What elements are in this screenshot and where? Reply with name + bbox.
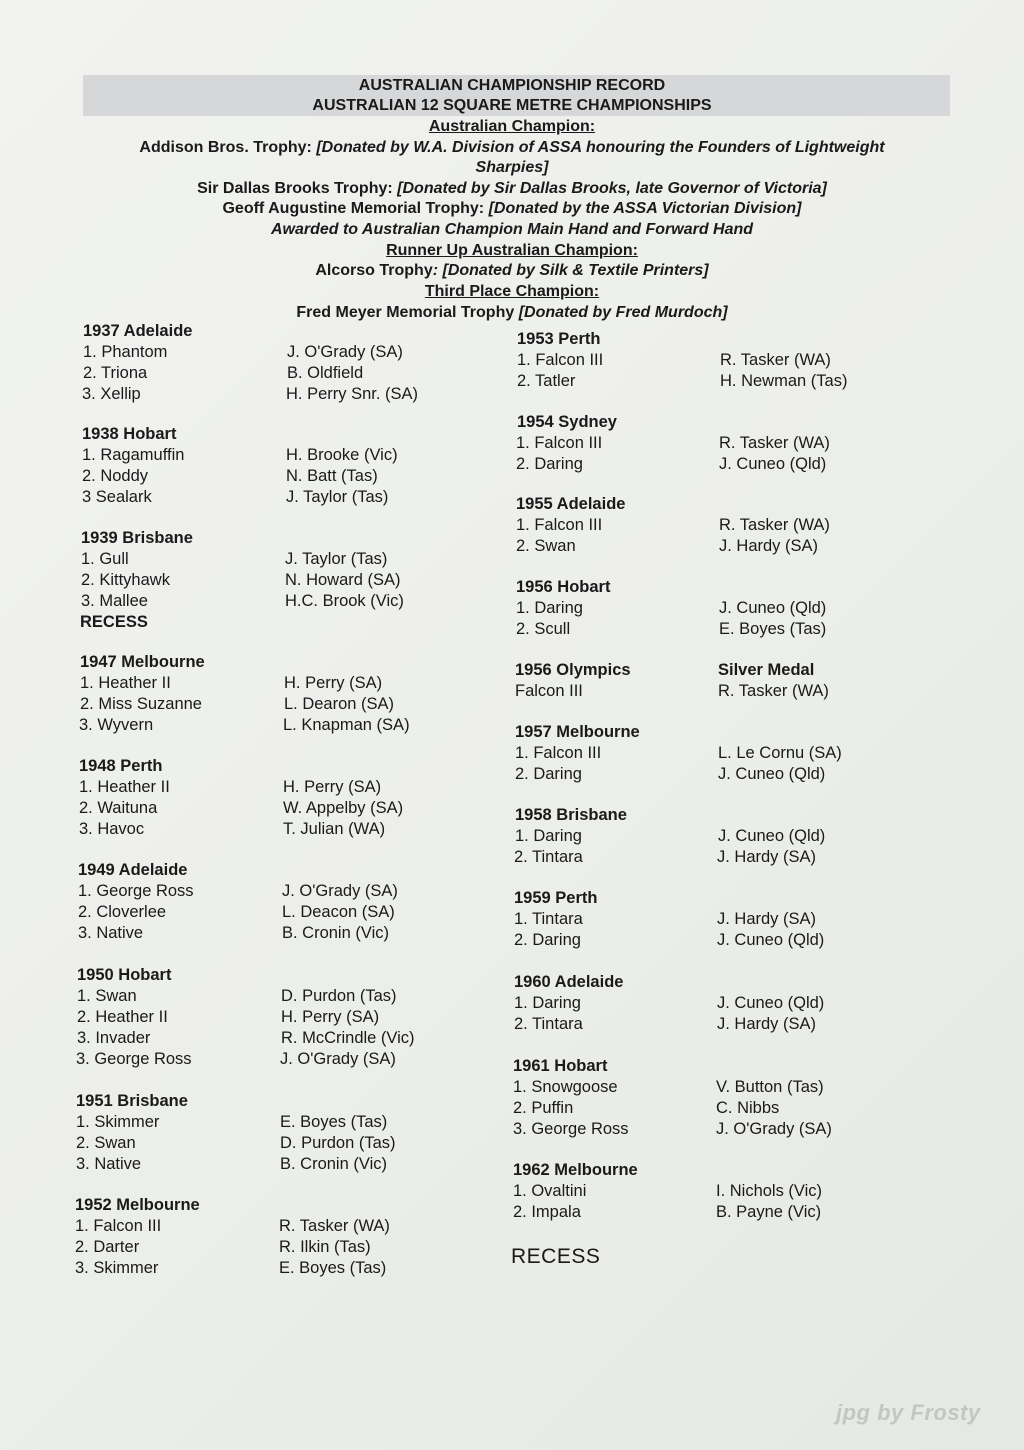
event-heading: 1948 Perth	[79, 757, 163, 775]
boat-placing: 2. Tatler	[517, 372, 576, 390]
skipper-name: R. Ilkin (Tas)	[279, 1238, 371, 1256]
boat-placing: 2. Daring	[516, 455, 583, 473]
boat-placing: 1. Daring	[516, 599, 583, 617]
skipper-name: R. Tasker (WA)	[719, 516, 830, 534]
boat-placing: 2. Kittyhawk	[81, 571, 170, 589]
skipper-name: J. Cuneo (Qld)	[717, 994, 825, 1012]
skipper-name: D. Purdon (Tas)	[281, 987, 397, 1005]
skipper-name: L. Deacon (SA)	[282, 903, 395, 921]
boat-placing: 1. Ovaltini	[513, 1182, 587, 1200]
skipper-name: J. Cuneo (Qld)	[718, 827, 826, 845]
boat-placing: 3. George Ross	[513, 1120, 629, 1138]
event-medal-label: Silver Medal	[718, 661, 815, 679]
boat-placing: 2. Cloverlee	[78, 903, 167, 921]
final-recess: RECESS	[511, 1245, 601, 1268]
skipper-name: B. Oldfield	[287, 364, 364, 382]
boat-placing: 3. Mallee	[81, 592, 148, 610]
event-heading: 1938 Hobart	[82, 425, 177, 443]
event-heading: 1951 Brisbane	[76, 1092, 188, 1110]
skipper-name: I. Nichols (Vic)	[716, 1182, 823, 1200]
skipper-name: J. Cuneo (Qld)	[719, 599, 827, 617]
event-heading: 1959 Perth	[514, 889, 598, 907]
boat-placing: 1. Falcon III	[75, 1217, 162, 1235]
event-heading: 1962 Melbourne	[513, 1161, 638, 1179]
boat-placing: 1. Heather II	[80, 674, 171, 692]
photo-watermark: jpg by Frosty	[836, 1400, 981, 1425]
alcorso-trophy-line	[0, 261, 1024, 281]
runner-up-heading: Runner Up Australian Champion:	[386, 242, 638, 259]
skipper-name: B. Payne (Vic)	[716, 1203, 822, 1221]
meyer-trophy-name: Fred Meyer Memorial Trophy	[296, 304, 515, 321]
skipper-name: R. Tasker (WA)	[719, 434, 830, 452]
champion-heading: Australian Champion:	[428, 118, 596, 135]
skipper-name: T. Julian (WA)	[283, 820, 386, 838]
third-place-heading-line	[0, 282, 1024, 302]
boat-placing: 1. Gull	[81, 550, 129, 568]
augustine-trophy-note: [Donated by the ASSA Victorian Division]	[488, 200, 802, 217]
boat-placing: 1. Phantom	[83, 343, 168, 361]
alcorso-trophy-note: : [Donated by Silk & Textile Printers]	[432, 262, 709, 279]
skipper-name: H. Perry (SA)	[281, 1008, 380, 1026]
addison-trophy-line	[0, 138, 1024, 158]
skipper-name: J. Hardy (SA)	[717, 910, 817, 928]
boat-placing: 2. Waituna	[79, 799, 158, 817]
boat-placing: 3. Skimmer	[75, 1259, 159, 1277]
boat-placing: 2. Impala	[513, 1203, 581, 1221]
boat-placing: 2. Miss Suzanne	[80, 695, 202, 713]
boat-placing: 2. Daring	[514, 931, 581, 949]
skipper-name: J. Hardy (SA)	[717, 848, 817, 866]
boat-placing: 2. Noddy	[82, 467, 149, 485]
boat-placing: 1. Swan	[77, 987, 137, 1005]
event-heading: 1947 Melbourne	[80, 653, 205, 671]
boat-placing: 2. Swan	[516, 537, 576, 555]
skipper-name: D. Purdon (Tas)	[280, 1134, 396, 1152]
skipper-name: E. Boyes (Tas)	[719, 620, 827, 638]
skipper-name: L. Dearon (SA)	[284, 695, 395, 713]
recess-marker: RECESS	[80, 613, 148, 631]
skipper-name: J. Cuneo (Qld)	[718, 765, 826, 783]
augustine-trophy-name: Geoff Augustine Memorial Trophy:	[222, 200, 485, 217]
skipper-name: H. Brooke (Vic)	[286, 446, 398, 464]
skipper-name: L. Knapman (SA)	[283, 716, 410, 734]
skipper-name: J. Cuneo (Qld)	[719, 455, 827, 473]
skipper-name: J. O'Grady (SA)	[287, 343, 403, 361]
skipper-name: J. Hardy (SA)	[717, 1015, 817, 1033]
event-heading: 1953 Perth	[517, 330, 601, 348]
boat-placing: 1. Tintara	[514, 910, 583, 928]
skipper-name: J. Taylor (Tas)	[286, 488, 389, 506]
skipper-name: R. Tasker (WA)	[720, 351, 831, 369]
augustine-trophy-line	[0, 199, 1024, 219]
skipper-name: V. Button (Tas)	[716, 1078, 824, 1096]
boat-placing: 1. Ragamuffin	[82, 446, 185, 464]
boat-placing: 1. Falcon III	[516, 434, 603, 452]
skipper-name: J. O'Grady (SA)	[716, 1120, 832, 1138]
addison-trophy-note-cont: Sharpies]	[475, 159, 549, 176]
skipper-name: H. Perry Snr. (SA)	[286, 385, 419, 403]
boat-placing: 1. Falcon III	[517, 351, 604, 369]
boat-placing: 1. Snowgoose	[513, 1078, 618, 1096]
skipper-name: H. Perry (SA)	[283, 778, 382, 796]
skipper-name: R. McCrindle (Vic)	[281, 1029, 415, 1047]
alcorso-trophy-name: Alcorso Trophy	[315, 262, 433, 279]
skipper-name: H.C. Brook (Vic)	[285, 592, 404, 610]
skipper-name: R. Tasker (WA)	[718, 682, 829, 700]
skipper-name: J. O'Grady (SA)	[280, 1050, 396, 1068]
addison-trophy-note: [Donated by W.A. Division of ASSA honouring the Founders of Lightweight	[316, 139, 885, 156]
event-heading: 1949 Adelaide	[78, 861, 188, 879]
brooks-trophy-note: [Donated by Sir Dallas Brooks, late Governor of Victoria]	[397, 180, 827, 197]
boat-placing: 2. Puffin	[513, 1099, 574, 1117]
skipper-name: N. Batt (Tas)	[286, 467, 378, 485]
boat-placing: 3. Invader	[77, 1029, 151, 1047]
boat-placing: 1. George Ross	[78, 882, 194, 900]
event-heading: 1937 Adelaide	[83, 322, 193, 340]
champion-heading-line	[0, 117, 1024, 137]
record-title: AUSTRALIAN CHAMPIONSHIP RECORD	[358, 77, 666, 94]
meyer-trophy-line	[0, 303, 1024, 323]
boat-placing: 2. Daring	[515, 765, 582, 783]
event-heading: 1957 Melbourne	[515, 723, 640, 741]
boat-placing: Falcon III	[515, 682, 583, 700]
runner-up-heading-line	[0, 241, 1024, 261]
skipper-name: J. Hardy (SA)	[719, 537, 819, 555]
boat-placing: 2. Tintara	[514, 1015, 583, 1033]
event-heading: 1956 Hobart	[516, 578, 611, 596]
meyer-trophy-note: [Donated by Fred Murdoch]	[518, 304, 728, 321]
skipper-name: E. Boyes (Tas)	[279, 1259, 387, 1277]
event-heading: 1952 Melbourne	[75, 1196, 200, 1214]
boat-placing: 3. Native	[78, 924, 144, 942]
event-heading: 1961 Hobart	[513, 1057, 608, 1075]
boat-placing: 3. Havoc	[79, 820, 145, 838]
awarded-note: Awarded to Australian Champion Main Hand and Forward Hand	[270, 221, 754, 238]
boat-placing: 2. Swan	[76, 1134, 136, 1152]
boat-placing: 1. Daring	[514, 994, 581, 1012]
boat-placing: 2. Triona	[83, 364, 148, 382]
event-heading: 1954 Sydney	[517, 413, 617, 431]
event-heading: 1960 Adelaide	[514, 973, 624, 991]
event-heading: 1955 Adelaide	[516, 495, 626, 513]
skipper-name: E. Boyes (Tas)	[280, 1113, 388, 1131]
event-heading: 1958 Brisbane	[515, 806, 627, 824]
boat-placing: 3 Sealark	[82, 488, 152, 506]
skipper-name: L. Le Cornu (SA)	[718, 744, 842, 762]
skipper-name: W. Appelby (SA)	[283, 799, 404, 817]
boat-placing: 3. Xellip	[82, 385, 141, 403]
skipper-name: B. Cronin (Vic)	[282, 924, 389, 942]
skipper-name: N. Howard (SA)	[285, 571, 401, 589]
skipper-name: H. Perry (SA)	[284, 674, 383, 692]
addison-trophy-name: Addison Bros. Trophy:	[139, 139, 312, 156]
event-heading: 1950 Hobart	[77, 966, 172, 984]
event-heading: 1939 Brisbane	[81, 529, 193, 547]
skipper-name: H. Newman (Tas)	[720, 372, 848, 390]
boat-placing: 1. Daring	[515, 827, 582, 845]
skipper-name: J. O'Grady (SA)	[282, 882, 398, 900]
championship-title: AUSTRALIAN 12 SQUARE METRE CHAMPIONSHIPS	[312, 97, 712, 114]
boat-placing: 2. Heather II	[77, 1008, 168, 1026]
event-heading: 1956 Olympics	[515, 661, 631, 679]
skipper-name: C. Nibbs	[716, 1099, 780, 1117]
third-place-heading: Third Place Champion:	[424, 283, 600, 300]
skipper-name: J. Cuneo (Qld)	[717, 931, 825, 949]
boat-placing: 1. Falcon III	[516, 516, 603, 534]
boat-placing: 2. Tintara	[514, 848, 583, 866]
boat-placing: 2. Scull	[516, 620, 571, 638]
boat-placing: 1. Falcon III	[515, 744, 602, 762]
skipper-name: R. Tasker (WA)	[279, 1217, 390, 1235]
brooks-trophy-name: Sir Dallas Brooks Trophy:	[197, 180, 393, 197]
boat-placing: 3. Native	[76, 1155, 142, 1173]
skipper-name: J. Taylor (Tas)	[285, 550, 388, 568]
brooks-trophy-line	[0, 179, 1024, 199]
boat-placing: 1. Skimmer	[76, 1113, 160, 1131]
skipper-name: B. Cronin (Vic)	[280, 1155, 387, 1173]
boat-placing: 3. George Ross	[76, 1050, 192, 1068]
boat-placing: 1. Heather II	[79, 778, 170, 796]
boat-placing: 2. Darter	[75, 1238, 140, 1256]
boat-placing: 3. Wyvern	[79, 716, 154, 734]
